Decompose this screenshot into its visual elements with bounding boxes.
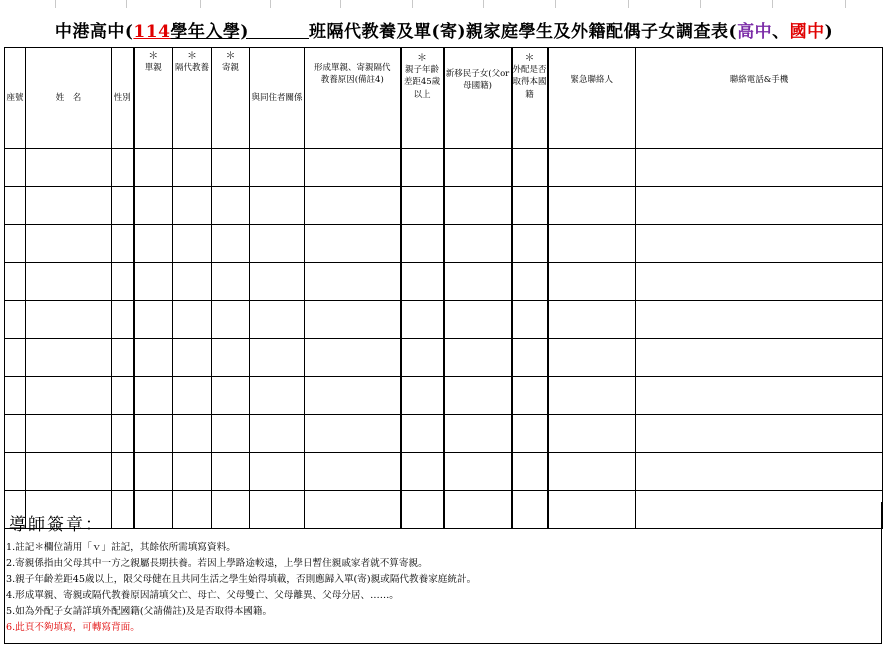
- star-icon: ＊: [524, 53, 535, 64]
- cell-age-gap[interactable]: [401, 187, 444, 225]
- cell-phone[interactable]: [636, 415, 883, 453]
- cell-new-resident[interactable]: [444, 225, 512, 263]
- cell-reason[interactable]: [305, 415, 401, 453]
- cell-reason[interactable]: [305, 187, 401, 225]
- header-age-gap: ＊ 親子年齡差距45歲以上: [401, 48, 444, 149]
- cell-citizenship[interactable]: [512, 187, 548, 225]
- header-gender: 性別: [112, 48, 134, 149]
- cell-reason[interactable]: [305, 225, 401, 263]
- note-item: 6.此頁不夠填寫，可轉寫背面。: [6, 622, 140, 633]
- table-row: [5, 301, 883, 339]
- cell-single[interactable]: [134, 301, 173, 339]
- cell-citizenship[interactable]: [512, 225, 548, 263]
- cell-age-gap[interactable]: [401, 263, 444, 301]
- header-grand: ＊ 隔代教養: [173, 48, 212, 149]
- senior-label: 高中: [737, 22, 773, 42]
- cell-name[interactable]: [26, 339, 112, 377]
- cell-new-resident[interactable]: [444, 415, 512, 453]
- cell-name[interactable]: [26, 225, 112, 263]
- cell-citizenship[interactable]: [512, 301, 548, 339]
- cell-new-resident[interactable]: [444, 377, 512, 415]
- cell-name[interactable]: [26, 377, 112, 415]
- junior-label: 國中: [789, 22, 825, 42]
- cell-name[interactable]: [26, 187, 112, 225]
- cell-foster[interactable]: [212, 225, 250, 263]
- cell-grand[interactable]: [173, 339, 212, 377]
- header-emergency: 緊急聯絡人: [548, 48, 636, 149]
- note-item: 1.註記＊欄位請用「ｖ」註記，其餘依所需填寫資料。: [6, 542, 236, 553]
- cell-foster[interactable]: [212, 187, 250, 225]
- cell-citizenship[interactable]: [512, 263, 548, 301]
- note-item: 3.親子年齡差距45歲以上，限父母健在且共同生活之學生始得填載，否則應歸入單(寄)親或隔代教養家庭統計。: [6, 574, 477, 585]
- form-title: 中港高中(114學年入學) 班隔代教養及單(寄)親家庭學生及外籍配偶子女調查表(高中、國中): [54, 22, 834, 42]
- cell-name[interactable]: [26, 149, 112, 187]
- cell-gender[interactable]: [112, 187, 134, 225]
- cell-new-resident[interactable]: [444, 301, 512, 339]
- cell-gender[interactable]: [112, 149, 134, 187]
- cell-relation[interactable]: [250, 263, 305, 301]
- header-foster: ＊ 寄親: [212, 48, 250, 149]
- cell-reason[interactable]: [305, 377, 401, 415]
- cell-single[interactable]: [134, 415, 173, 453]
- header-single: ＊ 單親: [134, 48, 173, 149]
- cell-grand[interactable]: [173, 301, 212, 339]
- table-row: [5, 377, 883, 415]
- cell-relation[interactable]: [250, 225, 305, 263]
- class-blank[interactable]: [249, 24, 309, 39]
- cell-phone[interactable]: [636, 187, 883, 225]
- cell-reason[interactable]: [305, 301, 401, 339]
- cell-single[interactable]: [134, 187, 173, 225]
- cell-name[interactable]: [26, 263, 112, 301]
- cell-foster[interactable]: [212, 301, 250, 339]
- cell-new-resident[interactable]: [444, 339, 512, 377]
- cell-seat[interactable]: [5, 149, 26, 187]
- cell-seat[interactable]: [5, 301, 26, 339]
- cell-seat[interactable]: [5, 225, 26, 263]
- table-row: [5, 187, 883, 225]
- cell-new-resident[interactable]: [444, 187, 512, 225]
- note-item: 2.寄親係指由父母其中一方之親屬長期扶養。若因上學路途較遠，上學日暫住親戚家者就不算寄親。: [6, 558, 428, 569]
- table-row: [5, 415, 883, 453]
- table-row: [5, 225, 883, 263]
- cell-reason[interactable]: [305, 149, 401, 187]
- header-seat: 座號: [5, 48, 26, 149]
- cell-foster[interactable]: [212, 453, 250, 491]
- cell-foster[interactable]: [212, 263, 250, 301]
- cell-new-resident[interactable]: [444, 149, 512, 187]
- cell-age-gap[interactable]: [401, 225, 444, 263]
- cell-phone[interactable]: [636, 225, 883, 263]
- cell-seat[interactable]: [5, 453, 26, 491]
- cell-gender[interactable]: [112, 453, 134, 491]
- cell-new-resident[interactable]: [444, 263, 512, 301]
- cell-emergency[interactable]: [548, 187, 636, 225]
- cell-grand[interactable]: [173, 225, 212, 263]
- note-item: 5.如為外配子女請詳填外配國籍(父請備註)及是否取得本國籍。: [6, 606, 273, 617]
- cell-age-gap[interactable]: [401, 377, 444, 415]
- star-icon: ＊: [148, 51, 159, 62]
- cell-reason[interactable]: [305, 339, 401, 377]
- cell-single[interactable]: [134, 453, 173, 491]
- header-citizenship: ＊ 外配是否取得本國籍: [512, 48, 548, 149]
- footer-box: [4, 502, 882, 644]
- header-row: [5, 48, 883, 149]
- cell-age-gap[interactable]: [401, 301, 444, 339]
- cell-foster[interactable]: [212, 149, 250, 187]
- cell-age-gap[interactable]: [401, 453, 444, 491]
- cell-emergency[interactable]: [548, 225, 636, 263]
- cell-relation[interactable]: [250, 339, 305, 377]
- header-relation: 與同住者關係: [250, 48, 305, 149]
- cell-gender[interactable]: [112, 225, 134, 263]
- cell-gender[interactable]: [112, 339, 134, 377]
- cell-citizenship[interactable]: [512, 377, 548, 415]
- cell-foster[interactable]: [212, 377, 250, 415]
- cell-emergency[interactable]: [548, 377, 636, 415]
- enroll-year: 114: [133, 22, 171, 42]
- cell-relation[interactable]: [250, 377, 305, 415]
- cell-age-gap[interactable]: [401, 149, 444, 187]
- cell-citizenship[interactable]: [512, 453, 548, 491]
- cell-emergency[interactable]: [548, 339, 636, 377]
- cell-relation[interactable]: [250, 415, 305, 453]
- cell-single[interactable]: [134, 339, 173, 377]
- star-icon: ＊: [187, 51, 197, 62]
- cell-age-gap[interactable]: [401, 415, 444, 453]
- cell-phone[interactable]: [636, 339, 883, 377]
- notes-list: [6, 540, 476, 636]
- sheet-gridlines: [0, 0, 888, 8]
- survey-table: [4, 47, 883, 529]
- cell-new-resident[interactable]: [444, 453, 512, 491]
- cell-relation[interactable]: [250, 301, 305, 339]
- cell-grand[interactable]: [173, 377, 212, 415]
- cell-foster[interactable]: [212, 415, 250, 453]
- star-icon: ＊: [417, 53, 427, 64]
- cell-grand[interactable]: [173, 263, 212, 301]
- cell-single[interactable]: [134, 149, 173, 187]
- cell-emergency[interactable]: [548, 301, 636, 339]
- note-item: 4.形成單親、寄親或隔代教養原因請填父亡、母亡、父母雙亡、父母離異、父母分居、……。: [6, 590, 399, 601]
- cell-relation[interactable]: [250, 453, 305, 491]
- cell-name[interactable]: [26, 453, 112, 491]
- cell-relation[interactable]: [250, 149, 305, 187]
- cell-single[interactable]: [134, 377, 173, 415]
- star-icon: ＊: [225, 51, 236, 62]
- cell-phone[interactable]: [636, 149, 883, 187]
- cell-age-gap[interactable]: [401, 339, 444, 377]
- cell-seat[interactable]: [5, 415, 26, 453]
- table-row: [5, 149, 883, 187]
- cell-citizenship[interactable]: [512, 149, 548, 187]
- cell-grand[interactable]: [173, 453, 212, 491]
- cell-gender[interactable]: [112, 263, 134, 301]
- cell-phone[interactable]: [636, 263, 883, 301]
- table-row: [5, 453, 883, 491]
- cell-emergency[interactable]: [548, 453, 636, 491]
- cell-foster[interactable]: [212, 339, 250, 377]
- cell-reason[interactable]: [305, 453, 401, 491]
- header-name: 姓 名: [26, 48, 112, 149]
- cell-grand[interactable]: [173, 415, 212, 453]
- cell-name[interactable]: [26, 415, 112, 453]
- cell-gender[interactable]: [112, 415, 134, 453]
- cell-phone[interactable]: [636, 301, 883, 339]
- cell-citizenship[interactable]: [512, 339, 548, 377]
- cell-single[interactable]: [134, 225, 173, 263]
- cell-phone[interactable]: [636, 453, 883, 491]
- cell-seat[interactable]: [5, 377, 26, 415]
- cell-citizenship[interactable]: [512, 415, 548, 453]
- cell-reason[interactable]: [305, 263, 401, 301]
- header-phone: 聯絡電話&手機: [636, 48, 883, 149]
- header-reason: 形成單親、寄親隔代教養原因(備註4): [305, 48, 401, 149]
- table-row: [5, 263, 883, 301]
- cell-emergency[interactable]: [548, 415, 636, 453]
- cell-name[interactable]: [26, 301, 112, 339]
- cell-seat[interactable]: [5, 187, 26, 225]
- cell-emergency[interactable]: [548, 263, 636, 301]
- cell-single[interactable]: [134, 263, 173, 301]
- cell-seat[interactable]: [5, 339, 26, 377]
- cell-phone[interactable]: [636, 377, 883, 415]
- teacher-signature-label: 導師簽章：: [9, 515, 104, 535]
- cell-seat[interactable]: [5, 263, 26, 301]
- cell-grand[interactable]: [173, 187, 212, 225]
- table-row: [5, 339, 883, 377]
- cell-gender[interactable]: [112, 301, 134, 339]
- cell-emergency[interactable]: [548, 149, 636, 187]
- cell-gender[interactable]: [112, 377, 134, 415]
- cell-grand[interactable]: [173, 149, 212, 187]
- header-new-resident: 新移民子女(父or母國籍): [444, 48, 512, 149]
- cell-relation[interactable]: [250, 187, 305, 225]
